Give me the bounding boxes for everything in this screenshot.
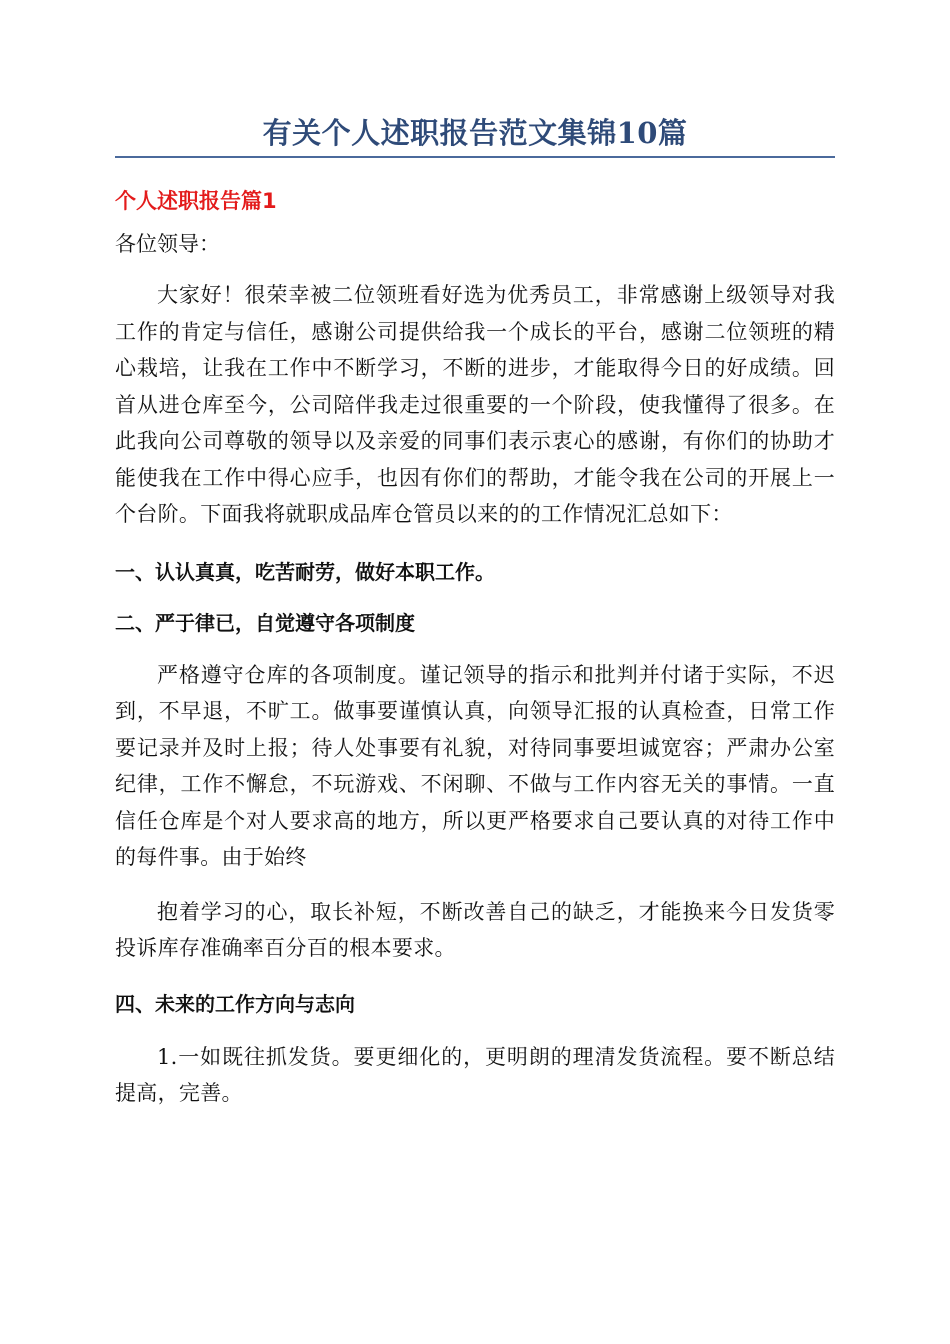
document-title: 有关个人述职报告范文集锦10篇 [262, 116, 688, 150]
subheading-two: 二、严于律已，自觉遵守各项制度 [115, 610, 415, 635]
paragraph-rules: 严格遵守仓库的各项制度。谨记领导的指示和批判并付诸于实际，不迟到，不早退，不旷工。做事要谨慎认真，向领导汇报的认真检查，日常工作要记录并及时上报；待人处事要有礼貌，对待同事要坦诚宽容；严肃办公室纪律，工作不懈怠，不玩游戏、不闲聊、不做与工作内容无关的事情。一直信任仓库是个对人要求高的地方，所以更严格要求自己要认真的对待工作中的每件事。由于始终 [115, 662, 835, 869]
document-page [115, 112, 835, 1112]
section-heading: 个人述职报告篇1 [115, 189, 277, 213]
subheading-four: 四、未来的工作方向与志向 [115, 991, 355, 1016]
salutation: 各位领导： [115, 232, 220, 256]
paragraph-intro: 大家好！很荣幸被二位领班看好选为优秀员工，非常感谢上级领导对我工作的肯定与信任，感谢公司提供给我一个成长的平台，感谢二位领班的精心栽培，让我在工作中不断学习，不断的进步，才能取得今日的好成绩。回首从进仓库至今，公司陪伴我走过很重要的一个阶段，使我懂得了很多。在此我向公司尊敬的领导以及亲爱的同事们表示衷心的感谢，有你们的协助才能使我在工作中得心应手，也因有你们的帮助，才能令我在公司的开展上一个台阶。下面我将就职成品库仓管员以来的的工作情况汇总如下： [115, 283, 835, 526]
title-underline [115, 156, 835, 158]
paragraph-future: 1.一如既往抓发货。要更细化的，更明朗的理清发货流程。要不断总结提高，完善。 [115, 1044, 835, 1105]
subheading-one: 一、认认真真，吃苦耐劳，做好本职工作。 [115, 559, 495, 584]
paragraph-learning: 抱着学习的心，取长补短，不断改善自己的缺乏，才能换来今日发货零投诉库存准确率百分百的根本要求。 [115, 899, 835, 960]
